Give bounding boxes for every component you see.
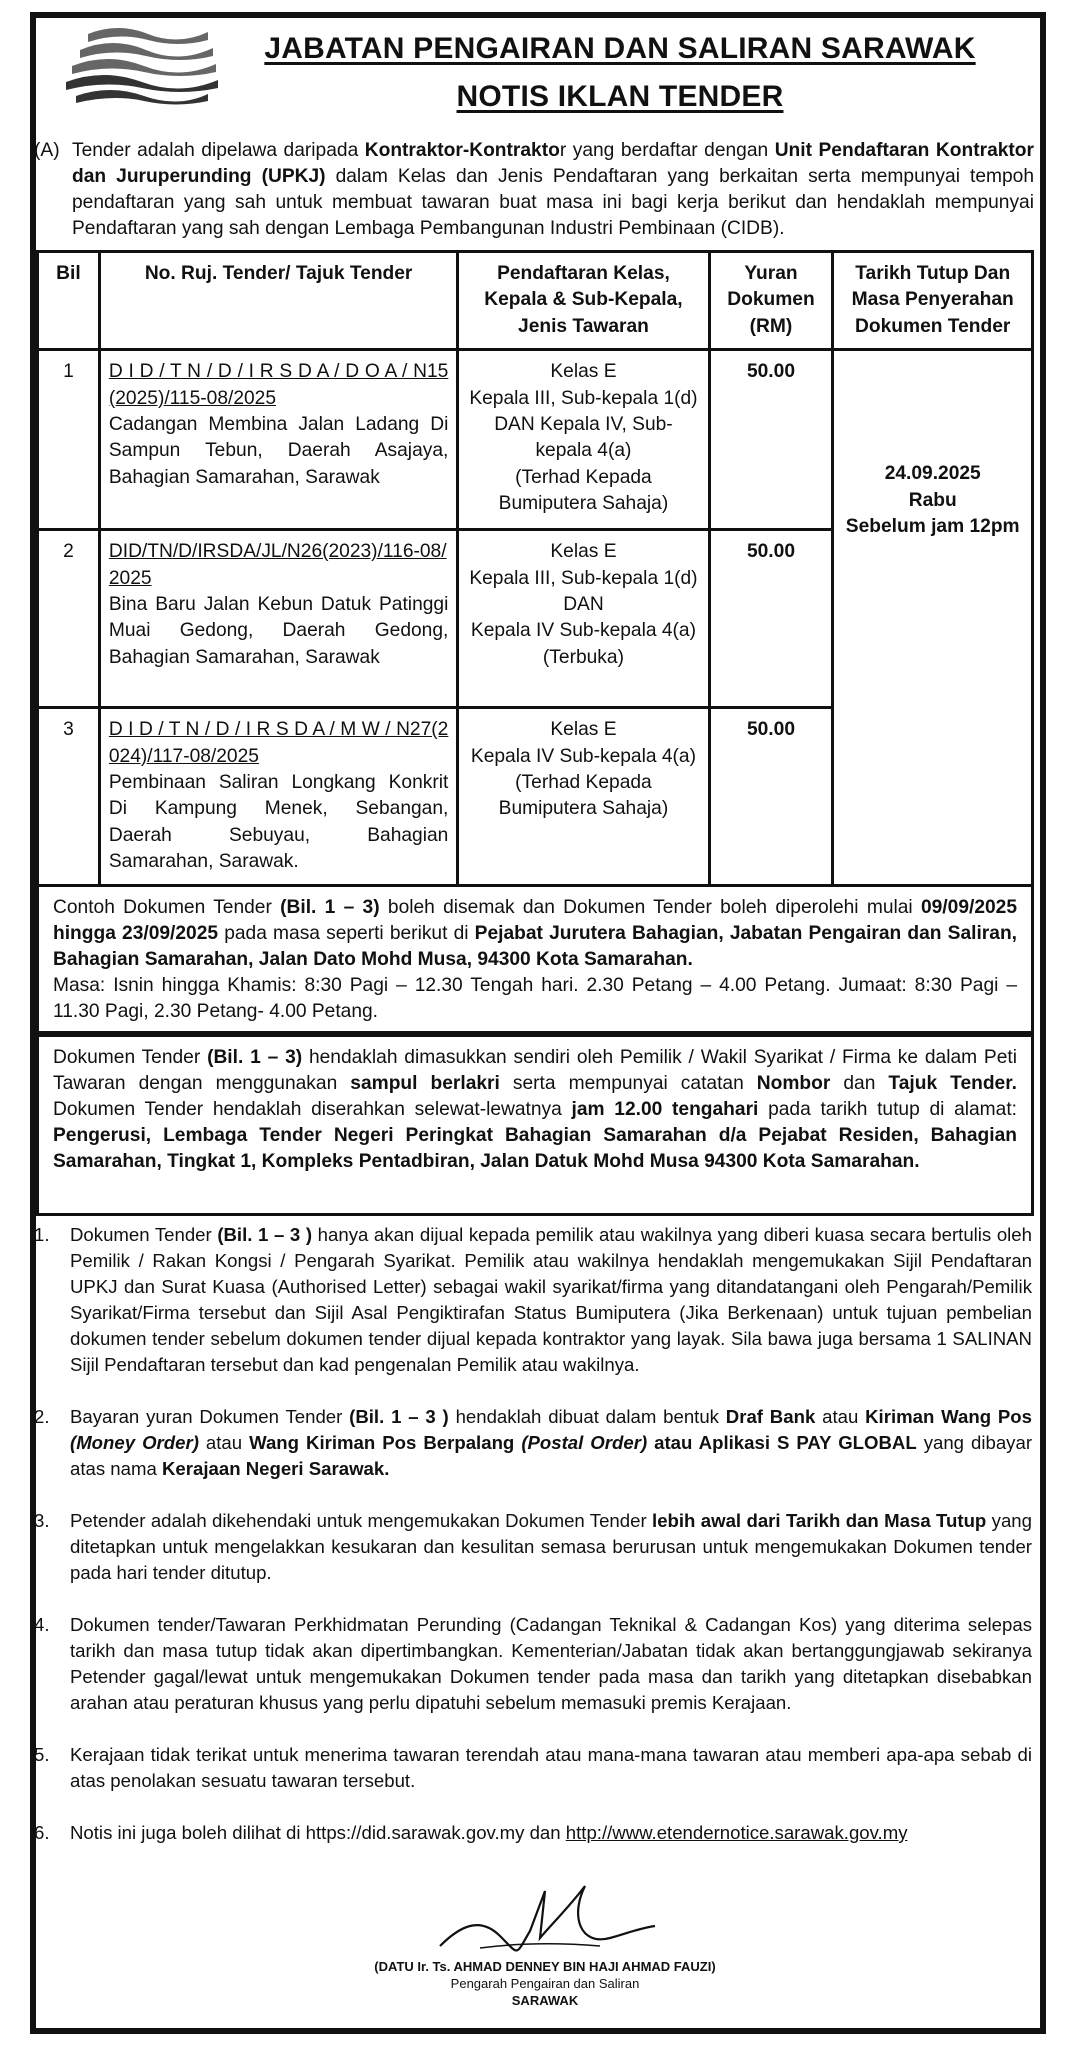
- tender-title: Cadangan Membina Jalan Ladang Di Sampun Tebun, Daerah Asajaya, Bahagian Samarahan, Sarawak: [108, 414, 449, 488]
- closing-date: 24.09.2025: [884, 463, 981, 485]
- intro-label: (A): [34, 140, 60, 161]
- etender-link[interactable]: http://www.etendernotice.sarawak.gov.my: [565, 1822, 908, 1843]
- row-tender: [99, 530, 457, 708]
- row-registration: Kelas E Kepala IV Sub-kepala 4(a) (Terhad Kepada Bumiputera Sahaja): [458, 708, 709, 885]
- header-closing: Tarikh Tutup Dan Masa Penyerahan Dokumen Tender: [833, 252, 1033, 350]
- note-item: 3. Petender adalah dikehendaki untuk mengemukakan Dokumen Tender lebih awal dari Tarikh dan Masa Tutup yang ditetapkan untuk mengelakkan kesukaran dan kesulitan semasa berurusan untuk mengemukakan Dokumen tender pada hari tender ditutup.: [34, 1510, 1032, 1583]
- notice-title: NOTIS IKLAN TENDER: [456, 80, 784, 113]
- note-item: 6. Notis ini juga boleh dilihat di https://did.sarawak.gov.my dan http://www.etendernotice.sarawak.gov.my: [34, 1822, 908, 1843]
- row-tender: [99, 350, 457, 530]
- header-fee: Yuran Dokumen (RM): [709, 252, 833, 350]
- row-registration: Kelas E Kepala III, Sub-kepala 1(d) DAN Kepala IV, Sub-kepala 4(a) (Terhad Kepada Bumiputera Sahaja): [458, 350, 709, 530]
- closing-time: Sebelum jam 12pm: [845, 516, 1020, 538]
- note-item: 2. Bayaran yuran Dokumen Tender (Bil. 1 – 3 ) hendaklah dibuat dalam bentuk Draf Bank atau Kiriman Wang Pos (Money Order) atau Wang Kiriman Pos Berpalang (Postal Order) atau Aplikasi S PAY GLOBAL yang dibayar atas nama Kerajaan Negeri Sarawak.: [34, 1406, 1033, 1479]
- tender-ref: DID/TN/D/IRSDA/JL/N26(2023)/116-08/2025: [108, 541, 447, 589]
- signatory-block: [330, 1958, 760, 2009]
- table-row: [38, 350, 1033, 530]
- department-logo: [58, 22, 228, 112]
- signature-image: [420, 1876, 670, 1966]
- row-registration: Kelas E Kepala III, Sub-kepala 1(d) DAN Kepala IV Sub-kepala 4(a) (Terbuka): [458, 530, 709, 708]
- row-fee: 50.00: [709, 708, 833, 885]
- note-item: 4. Dokumen tender/Tawaran Perkhidmatan Perunding (Cadangan Teknikal & Cadangan Kos) yang diterima selepas tarikh dan masa tutup tidak akan dipertimbangkan. Kementerian/Jabatan tidak akan bertanggungjawab sekiranya Petender gagal/lewat untuk mengemukakan Dokumen tender pada masa dan tarikh yang ditetapkan disebabkan arahan atau peraturan khusus yang perlu dipatuhi sebelum memasuki premis Kerajaan.: [34, 1614, 1032, 1713]
- tender-ref: D I D / T N / D / I R S D A / D O A / N15(2025)/115-08/2025: [108, 361, 449, 409]
- closing-day: Rabu: [908, 489, 957, 511]
- closing-date-cell: [833, 350, 1033, 885]
- row-bil: 3: [38, 708, 100, 885]
- row-tender: [99, 708, 457, 885]
- row-bil: 2: [38, 530, 100, 708]
- header-registration: Pendaftaran Kelas, Kepala & Sub-Kepala, Jenis Tawaran: [458, 252, 709, 350]
- table-header-row: [38, 252, 1033, 350]
- signatory-state: SARAWAK: [511, 1993, 579, 2008]
- signatory-name: (DATU Ir. Ts. AHMAD DENNEY BIN HAJI AHMAD FAUZI): [374, 1959, 716, 1974]
- header-ref: No. Ruj. Tender/ Tajuk Tender: [99, 252, 457, 350]
- signatory-position: Pengarah Pengairan dan Saliran: [450, 1976, 640, 1991]
- intro-paragraph: (A) Tender adalah dipelawa daripada Kontraktor-Kontraktor yang berdaftar dengan Unit Pendaftaran Kontraktor dan Juruperunding (UPKJ) dalam Kelas dan Jenis Pendaftaran yang berkaitan serta mempunyai tempoh pendaftaran yang sah untuk membuat tawaran buat masa ini bagi kerja berikut dan hendaklah mempunyai Pendaftaran yang sah dengan Lembaga Pembangunan Industri Pembinaan (CIDB).: [34, 140, 1035, 239]
- row-bil: 1: [38, 350, 100, 530]
- header-bil: Bil: [38, 252, 100, 350]
- notes-list: [34, 1222, 1032, 1872]
- tender-table: [36, 250, 1034, 887]
- row-fee: 50.00: [709, 530, 833, 708]
- tender-title: Bina Baru Jalan Kebun Datuk Patinggi Muai Gedong, Daerah Gedong, Bahagian Samarahan, Sarawak: [108, 594, 449, 668]
- tender-title: Pembinaan Saliran Longkang Konkrit Di Kampung Menek, Sebangan, Daerah Sebuyau, Bahagian Samarahan, Sarawak.: [108, 772, 449, 873]
- note-item: 1. Dokumen Tender (Bil. 1 – 3 ) hanya akan dijual kepada pemilik atau wakilnya yang diberi kuasa secara bertulis oleh Pemilik / Rakan Kongsi / Pengarah Syarikat. Pemilik atau wakilnya hendaklah mengemukakan Sijil Pendaftaran UPKJ dan Surat Kuasa (Authorised Letter) sebagai wakil syarikat/firma yang ditandatangani oleh Pengarah/Pemilik Syarikat/Firma tersebut dan Sijil Asal Pengiktirafan Status Bumiputera (Jika Berkenaan) untuk tujuan pembelian dokumen tender sebelum dokumen tender dijual kepada kontraktor yang layak. Sila bawa juga bersama 1 SALINAN Sijil Pendaftaran tersebut dan kad pengenalan Pemilik atau wakilnya.: [34, 1224, 1032, 1375]
- note-item: 5. Kerajaan tidak terikat untuk menerima tawaran terendah atau mana-mana tawaran atau memberi apa-apa sebab di atas penolakan sesuatu tawaran tersebut.: [34, 1744, 1032, 1791]
- row-fee: 50.00: [709, 350, 833, 530]
- document-viewing-box: Contoh Dokumen Tender (Bil. 1 – 3) boleh disemak dan Dokumen Tender boleh diperolehi mulai 09/09/2025 hingga 23/09/2025 pada masa seperti berikut di Pejabat Jurutera Bahagian, Jabatan Pengairan dan Saliran, Bahagian Samarahan, Jalan Dato Mohd Musa, 94300 Kota Samarahan. Masa: Isnin hingga Khamis: 8:30 Pagi – 12.30 Tengah hari. 2.30 Petang – 4.00 Petang. Jumaat: 8:30 Pagi – 11.30 Pagi, 2.30 Petang- 4.00 Petang.: [36, 884, 1034, 1034]
- department-title: JABATAN PENGAIRAN DAN SALIRAN SARAWAK: [264, 32, 976, 65]
- document-submission-box: Dokumen Tender (Bil. 1 – 3) hendaklah dimasukkan sendiri oleh Pemilik / Wakil Syarikat / Firma ke dalam Peti Tawaran dengan menggunakan sampul berlakri serta mempunyai catatan Nombor dan Tajuk Tender. Dokumen Tender hendaklah diserahkan selewat-lewatnya jam 12.00 tengahari pada tarikh tutup di alamat: Pengerusi, Lembaga Tender Negeri Peringkat Bahagian Samarahan d/a Pejabat Residen, Bahagian Samarahan, Tingkat 1, Kompleks Pentadbiran, Jalan Datuk Mohd Musa 94300 Kota Samarahan.: [36, 1034, 1034, 1216]
- tender-ref: D I D / T N / D / I R S D A / M W / N27(2024)/117-08/2025: [108, 719, 449, 767]
